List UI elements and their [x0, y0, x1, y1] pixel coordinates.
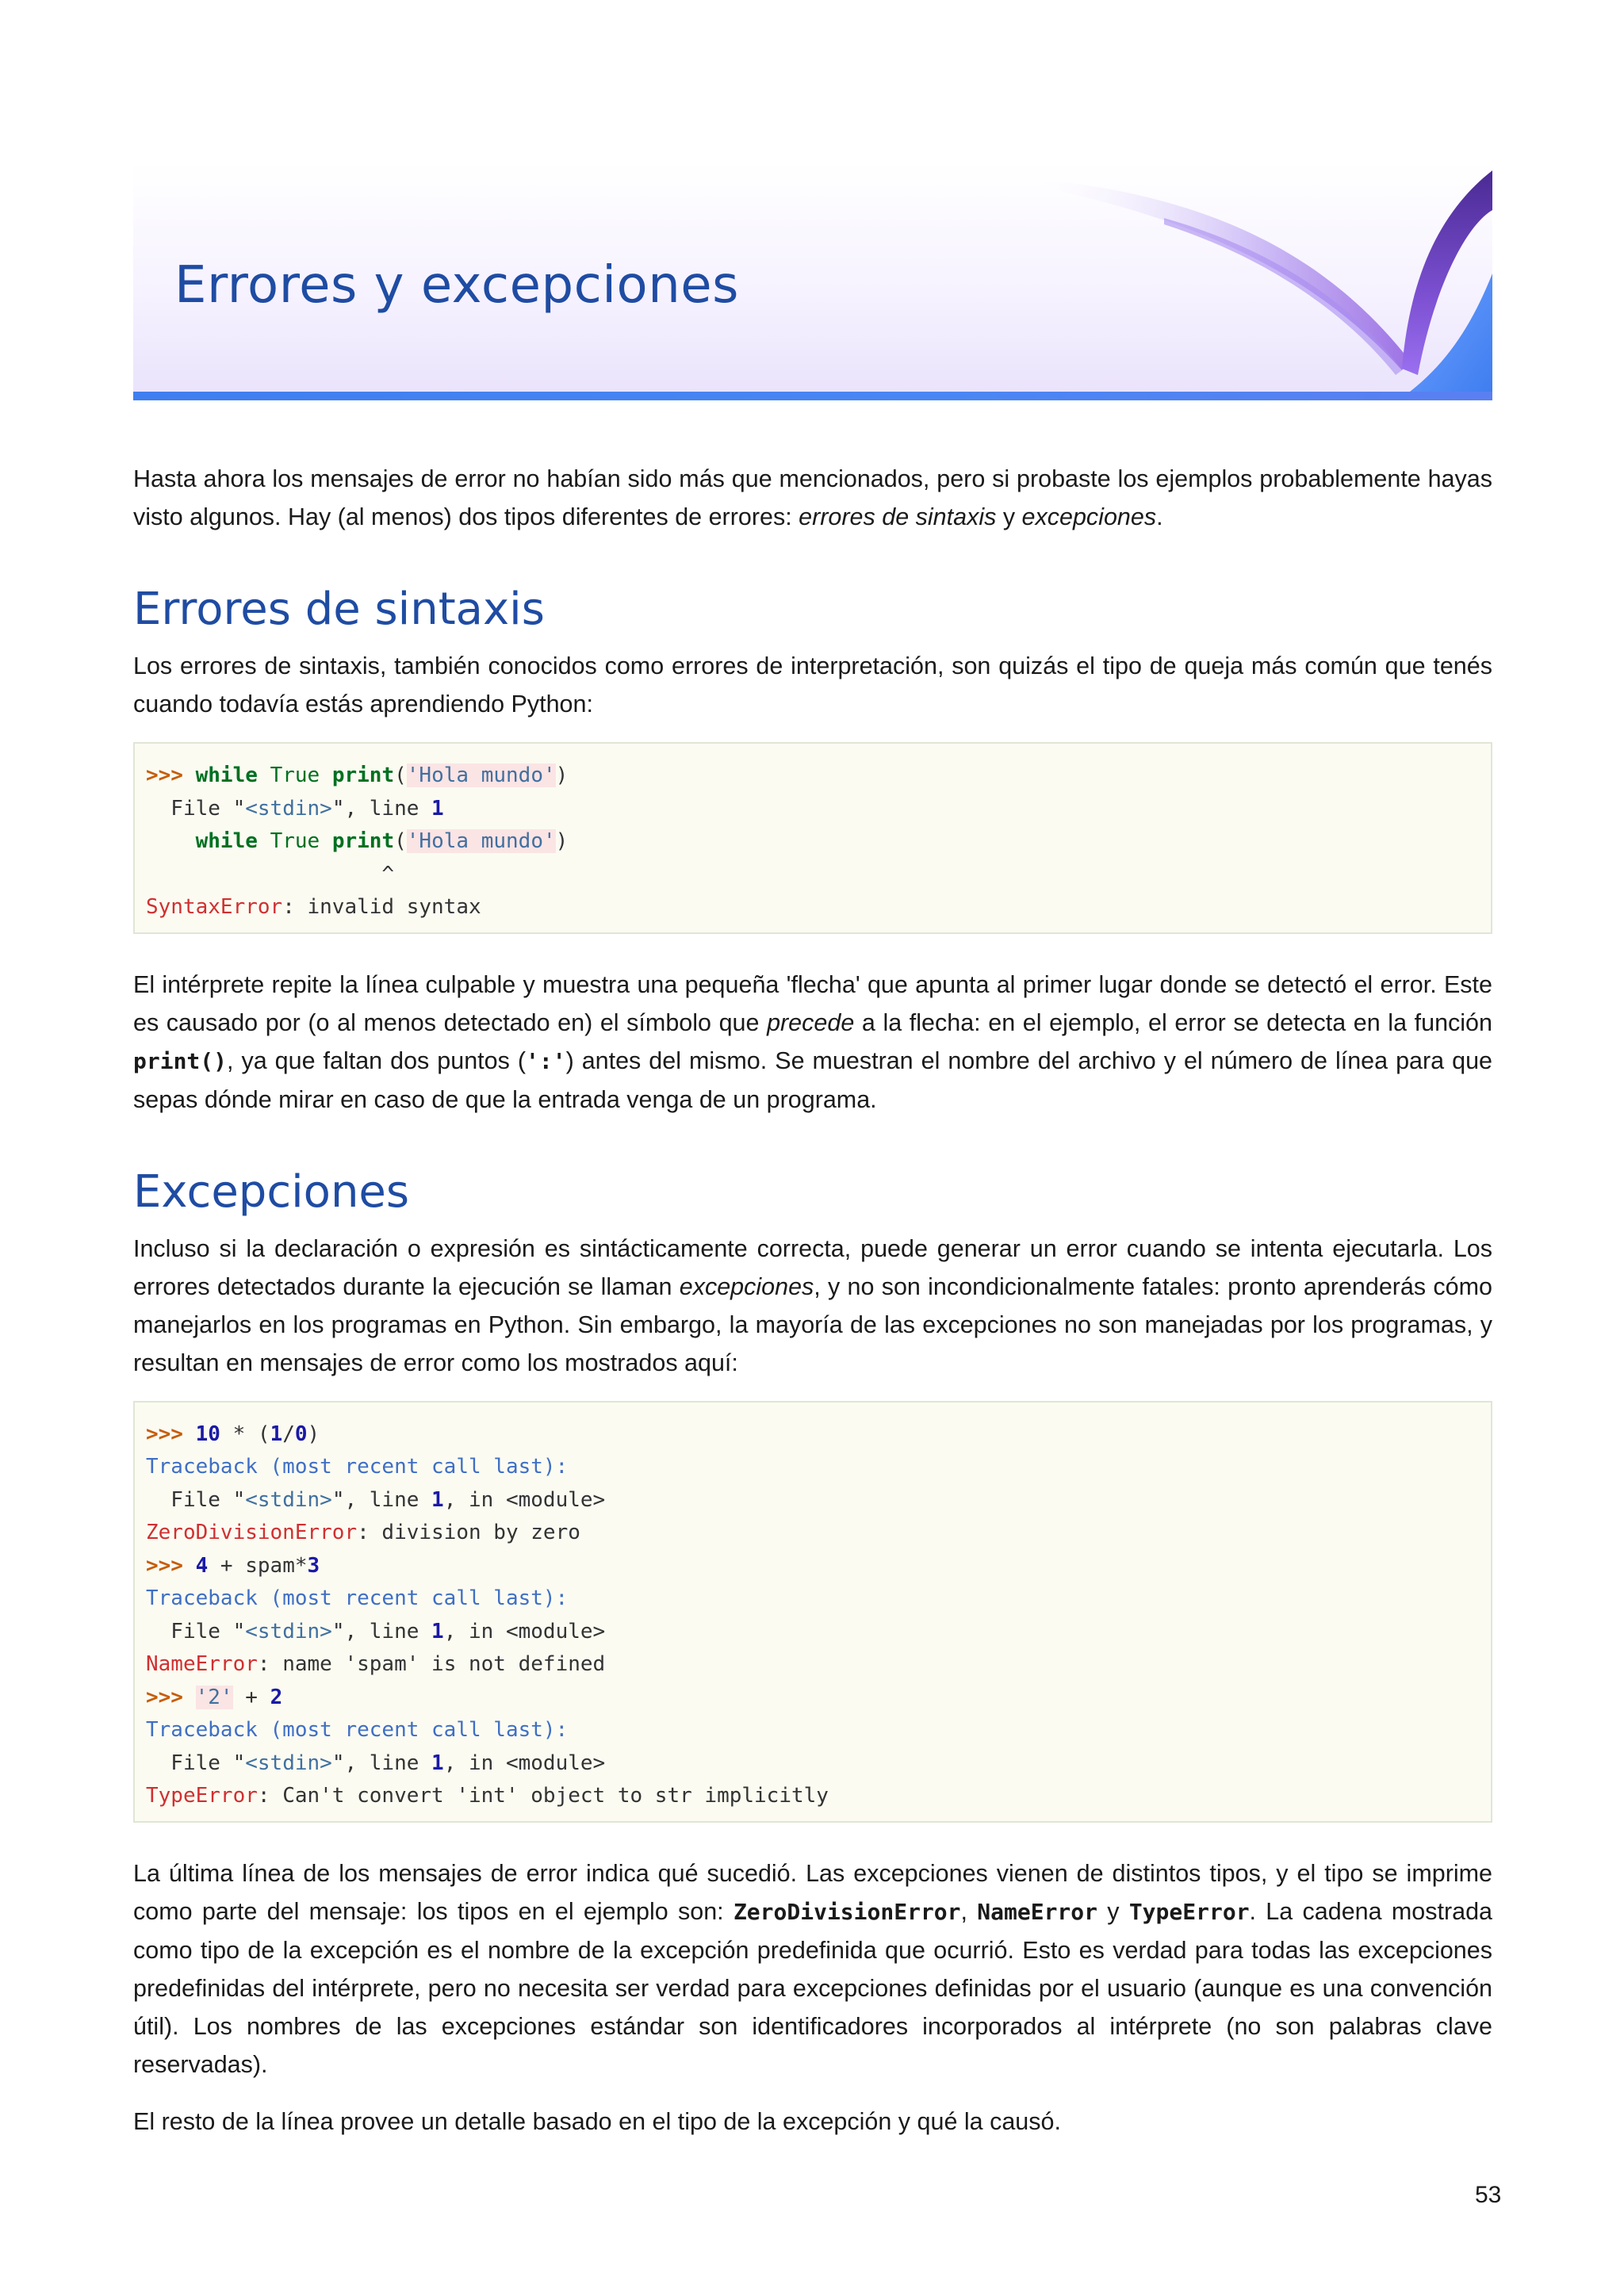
- text: y: [996, 503, 1022, 530]
- code-line: >>> 10 * (1/0): [146, 1422, 320, 1446]
- exception-detail-paragraph: El resto de la línea provee un detalle basado en el tipo de la excepción y qué la causó.: [133, 2107, 1061, 2135]
- text: y: [1097, 1897, 1129, 1925]
- syntax-explanation-paragraph: [133, 966, 1492, 1119]
- section-heading-exceptions: Excepciones: [133, 1165, 410, 1218]
- code-line: >>> while True print('Hola mundo'): [146, 763, 569, 787]
- emphasis: errores de sintaxis: [799, 503, 997, 530]
- text: , ya que faltan dos puntos (: [227, 1047, 526, 1074]
- code-line: File "<stdin>", line 1: [146, 796, 444, 821]
- text: . La cadena mostrada como tipo de la excepción es el nombre de la excepción predefinida que ocurrió. Esto es verdad para todas las excepciones predefinidas del intérprete, pero no necesita ser verdad para excepciones definidas por el usuario (aunque es una convención útil). Los nombres de las excepciones estándar son identificadores incorporados al intérprete (no son palabras clave reservadas).: [133, 1897, 1492, 2078]
- code-line: >>> '2' + 2: [146, 1685, 283, 1709]
- emphasis: precede: [767, 1008, 855, 1036]
- code-line: File "<stdin>", line 1, in <module>: [146, 1619, 606, 1644]
- code-line: TypeError: Can't convert 'int' object to str implicitly: [146, 1784, 829, 1808]
- chapter-title: Errores y excepciones: [174, 256, 739, 315]
- inline-code: ZeroDivisionError: [733, 1898, 961, 1925]
- inline-code: NameError: [977, 1898, 1097, 1925]
- syntax-errors-paragraph: Los errores de sintaxis, también conocidos como errores de interpretación, son quizás el tipo de queja más común que tenés cuando todavía estás aprendiendo Python:: [133, 652, 1492, 718]
- code-line: NameError: name 'spam' is not defined: [146, 1652, 606, 1676]
- emphasis: excepciones: [679, 1272, 814, 1300]
- chapter-banner: [133, 163, 1492, 400]
- code-line: ^: [146, 862, 395, 886]
- text: , y no son incondicionalmente fatales: pronto aprenderás cómo manejarlos en los programas en Python. Sin embargo, la mayoría de las excepciones no son manejadas por los programas, y resultan en mensajes de error como los mostrados aquí:: [133, 1272, 1492, 1376]
- text: a la flecha: en el ejemplo, el error se detecta en la función: [854, 1008, 1492, 1036]
- code-line: SyntaxError: invalid syntax: [146, 895, 481, 919]
- code-line: Traceback (most recent call last):: [146, 1455, 569, 1479]
- code-line: File "<stdin>", line 1, in <module>: [146, 1487, 606, 1512]
- page-number: 53: [1475, 2182, 1502, 2208]
- banner-underline: [133, 392, 1492, 400]
- text: Incluso si la declaración o expresión es sintácticamente correcta, puede generar un error cuando se intenta ejecutarla. Los errores detectados durante la ejecución se llaman: [133, 1234, 1492, 1300]
- inline-code: TypeError: [1128, 1898, 1250, 1925]
- code-block-syntax-error: [133, 742, 1492, 934]
- code-block-exceptions: [133, 1401, 1492, 1823]
- code-line: while True print('Hola mundo'): [195, 829, 569, 853]
- page-content: [133, 460, 1492, 2160]
- intro-paragraph: [133, 460, 1492, 536]
- code-line: File "<stdin>", line 1, in <module>: [146, 1751, 606, 1775]
- text: Hasta ahora los mensajes de error no habían sido más que mencionados, pero si probaste los ejemplos probablemente hayas visto algunos. Hay (al menos) dos tipos diferentes de errores:: [133, 465, 1492, 530]
- text: ,: [960, 1897, 978, 1925]
- inline-code: ':': [525, 1047, 566, 1074]
- code-line: Traceback (most recent call last):: [146, 1718, 569, 1742]
- code-line: ZeroDivisionError: division by zero: [146, 1521, 580, 1544]
- text: El intérprete repite la línea culpable y muestra una pequeña 'flecha' que apunta al primer lugar donde se detectó el error. Este es causado por (o al menos detectado en) el símbolo que: [133, 970, 1492, 1036]
- text: La última línea de los mensajes de error indica qué sucedió. Las excepciones vienen de distintos tipos, y el tipo se imprime como parte del mensaje: los tipos en el ejemplo son:: [133, 1859, 1492, 1925]
- exceptions-paragraph: [133, 1230, 1492, 1382]
- code-line: Traceback (most recent call last):: [146, 1586, 569, 1610]
- code-line: >>> 4 + spam*3: [146, 1553, 320, 1578]
- emphasis: excepciones: [1021, 503, 1157, 530]
- exception-types-paragraph: [133, 1854, 1492, 2084]
- section-heading-syntax-errors: Errores de sintaxis: [133, 584, 545, 635]
- inline-code: print(): [133, 1047, 228, 1074]
- text: ) antes del mismo. Se muestran el nombre del archivo y el número de línea para que sepas dónde mirar en caso de que la entrada venga de un programa.: [133, 1047, 1492, 1113]
- text: .: [1156, 503, 1163, 530]
